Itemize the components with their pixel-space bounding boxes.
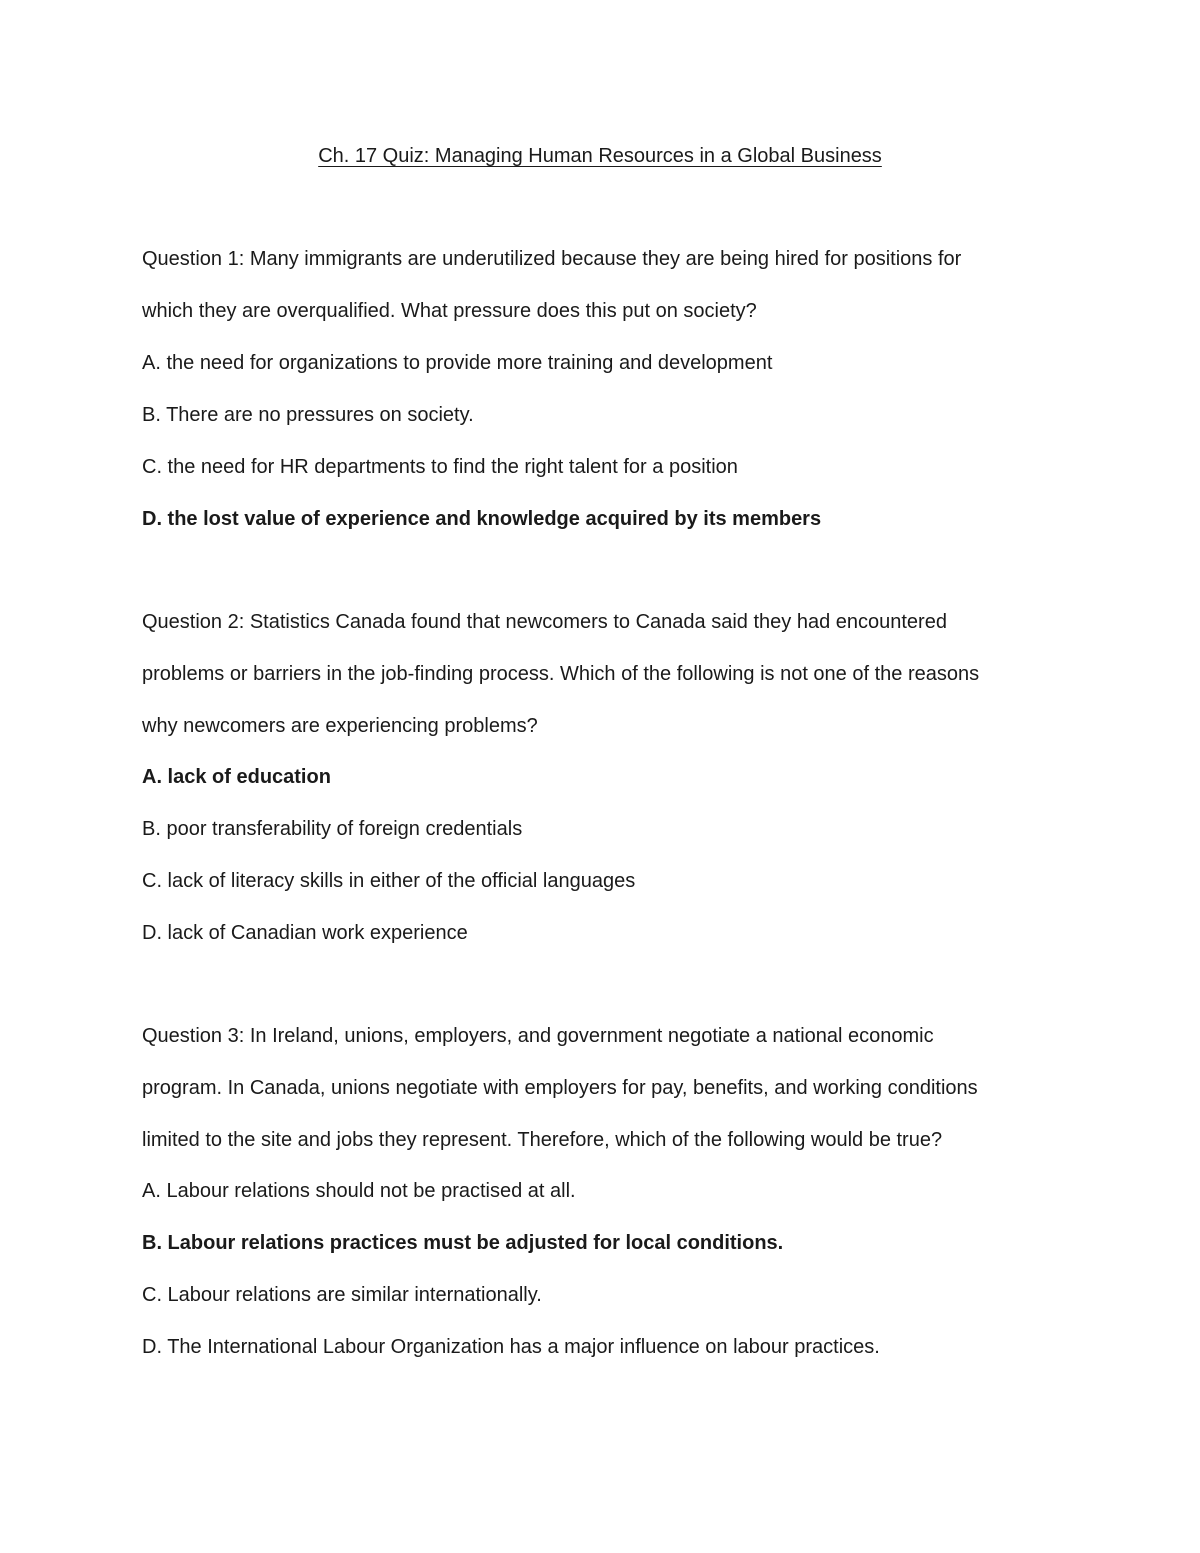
question-3-prompt-line-2: program. In Canada, unions negotiate with employers for pay, benefits, and working conditions bbox=[142, 1077, 978, 1099]
question-3-option-d: D. The International Labour Organization has a major influence on labour practices. bbox=[142, 1336, 880, 1358]
question-2-option-d: D. lack of Canadian work experience bbox=[142, 922, 468, 944]
question-3-option-c: C. Labour relations are similar internationally. bbox=[142, 1284, 542, 1306]
question-2-prompt-line-2: problems or barriers in the job-finding process. Which of the following is not one of the reasons bbox=[142, 663, 980, 685]
question-1-option-d-answer: D. the lost value of experience and knowledge acquired by its members bbox=[142, 508, 822, 530]
question-2-option-b: B. poor transferability of foreign credentials bbox=[142, 818, 523, 840]
question-3-prompt-line-3: limited to the site and jobs they represent. Therefore, which of the following would be true? bbox=[142, 1129, 943, 1151]
question-1-prompt-line-2: which they are overqualified. What pressure does this put on society? bbox=[142, 300, 757, 322]
question-3-option-a: A. Labour relations should not be practised at all. bbox=[142, 1180, 576, 1202]
question-2-prompt-line-1: Question 2: Statistics Canada found that newcomers to Canada said they had encountered bbox=[142, 611, 947, 633]
question-2-option-c: C. lack of literacy skills in either of the official languages bbox=[142, 870, 636, 892]
question-1-option-c: C. the need for HR departments to find the right talent for a position bbox=[142, 456, 738, 478]
question-1-option-b: B. There are no pressures on society. bbox=[142, 404, 474, 426]
question-2-prompt-line-3: why newcomers are experiencing problems? bbox=[142, 715, 538, 737]
document-title: Ch. 17 Quiz: Managing Human Resources in a Global Business bbox=[318, 145, 882, 167]
question-1-option-a: A. the need for organizations to provide more training and development bbox=[142, 352, 773, 374]
question-1-prompt-line-1: Question 1: Many immigrants are underutilized because they are being hired for positions for bbox=[142, 248, 962, 270]
question-2-option-a-answer: A. lack of education bbox=[142, 766, 331, 788]
question-3-prompt-line-1: Question 3: In Ireland, unions, employers, and government negotiate a national economic bbox=[142, 1025, 934, 1047]
question-3-option-b-answer: B. Labour relations practices must be adjusted for local conditions. bbox=[142, 1232, 784, 1254]
